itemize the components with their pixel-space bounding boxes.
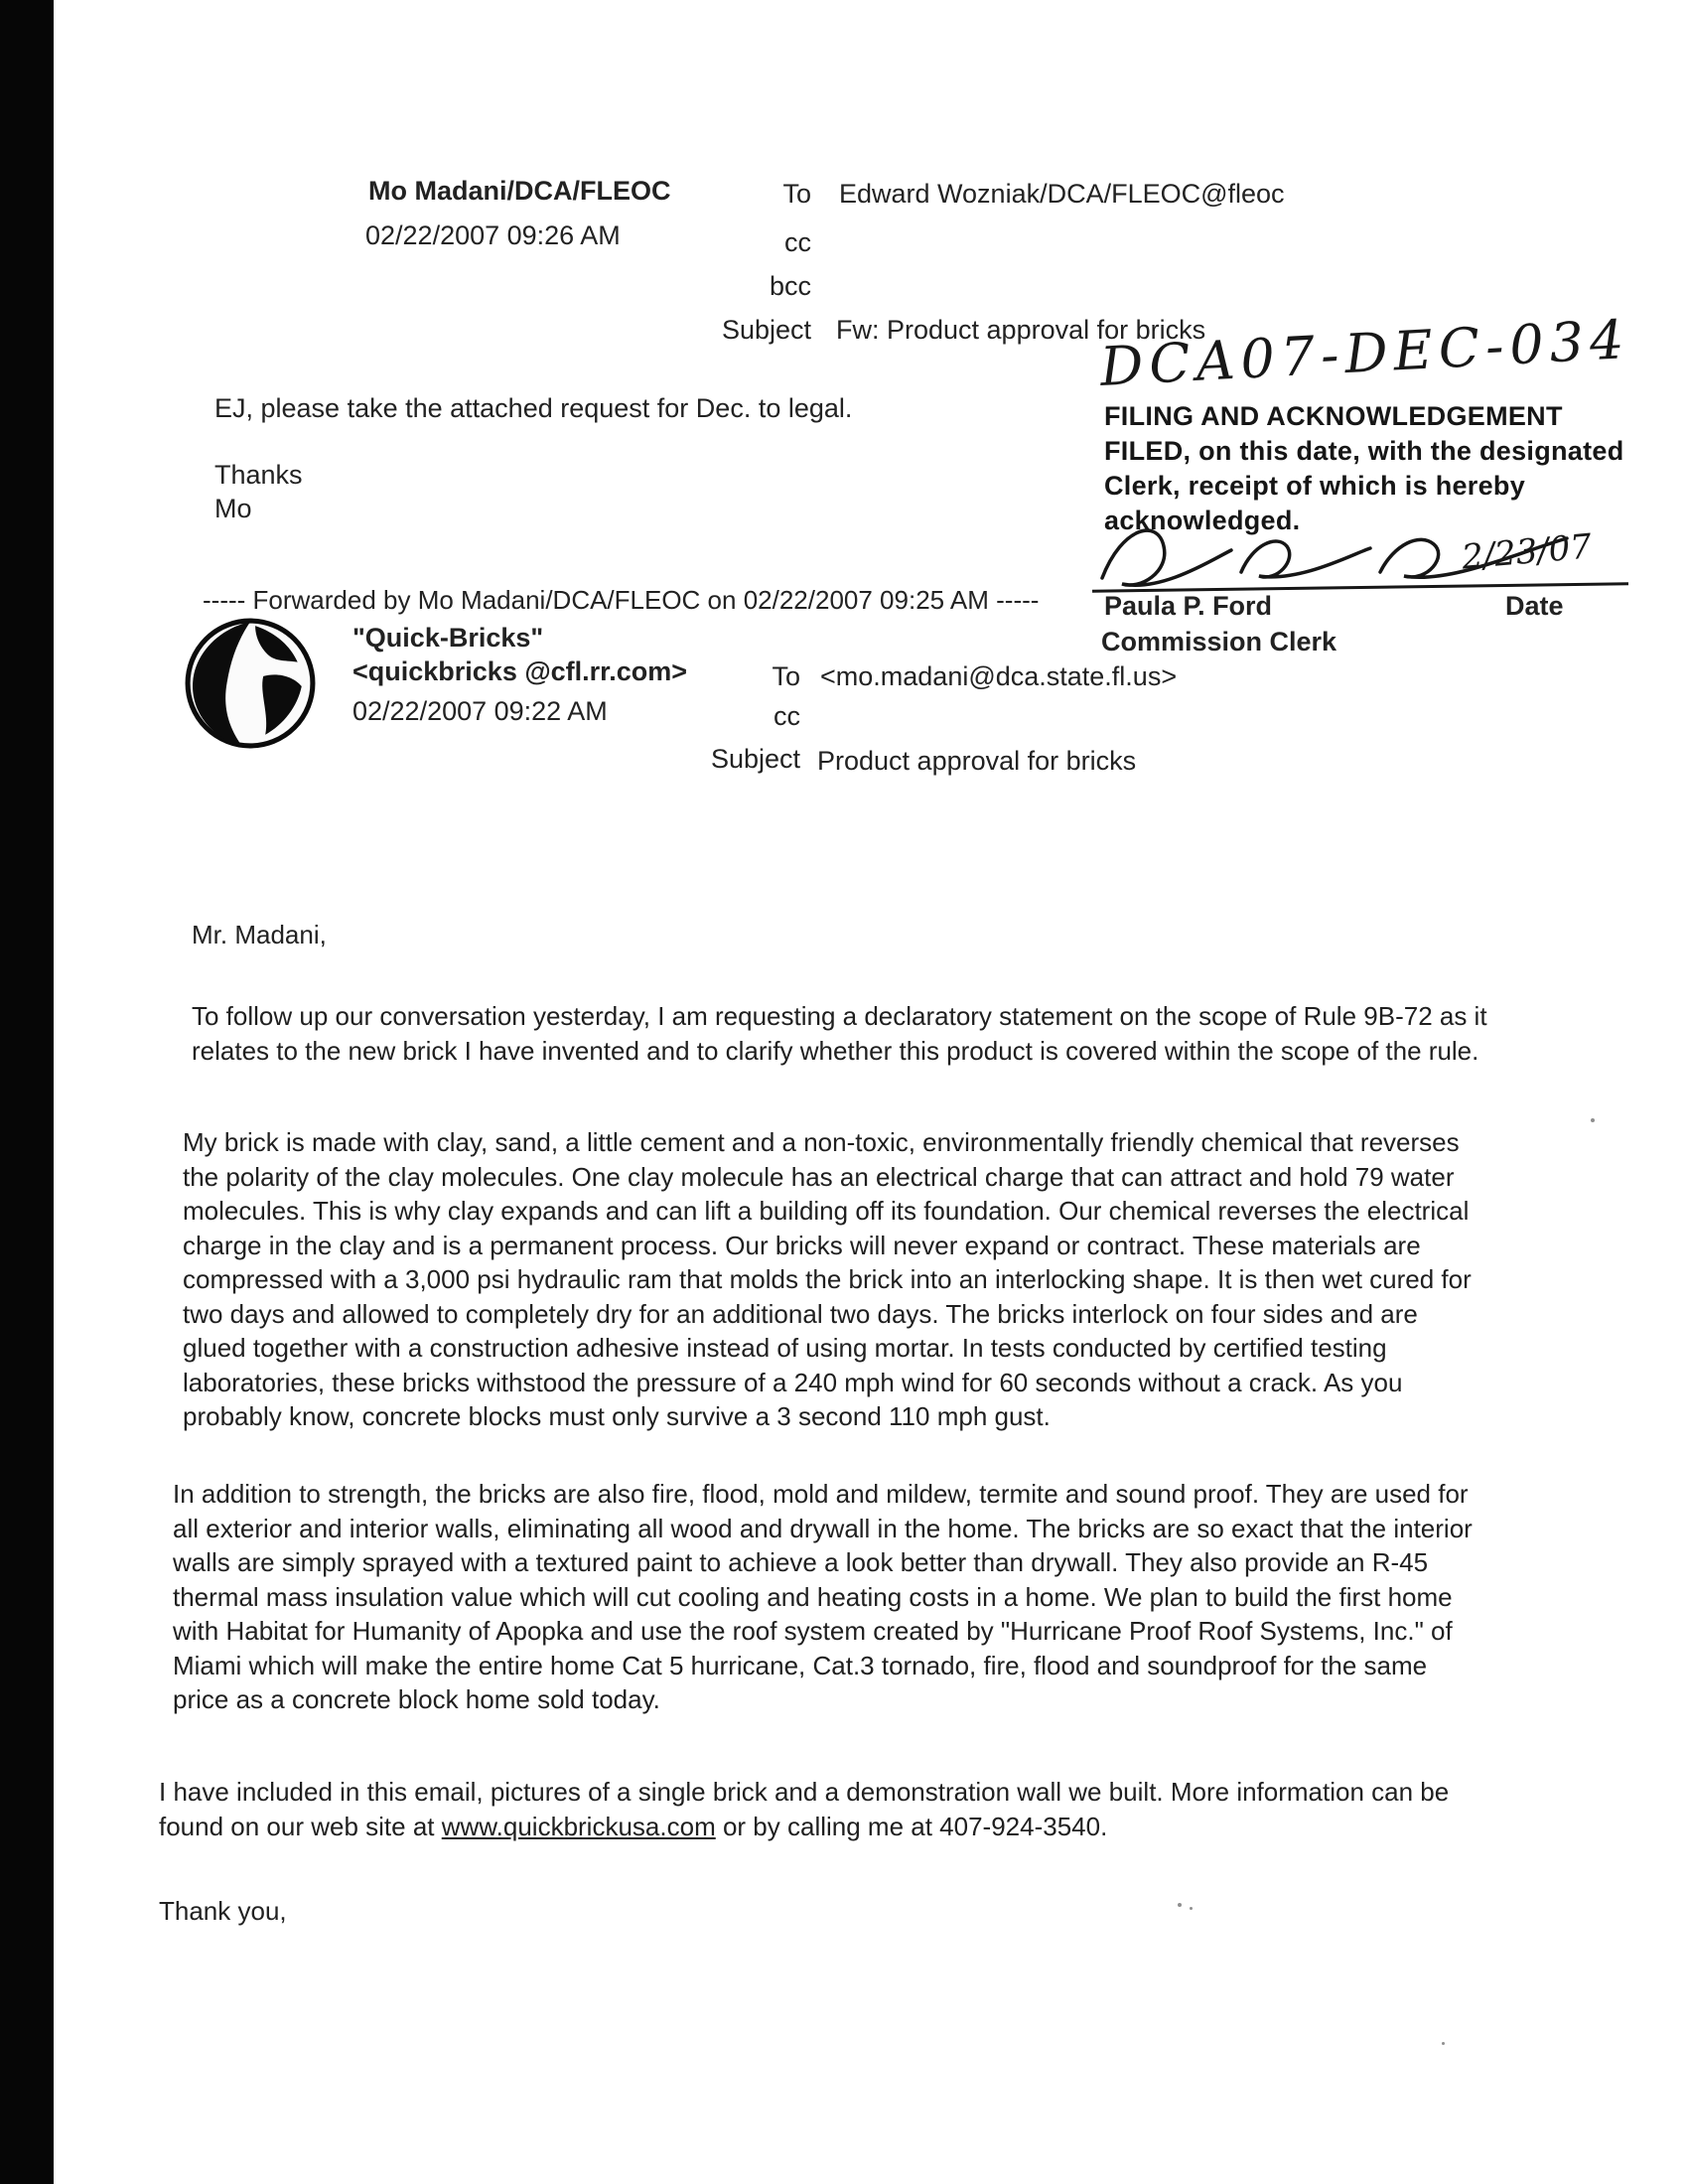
inner-subject-label: Subject xyxy=(710,744,800,774)
inner-subject-value: Product approval for bricks xyxy=(817,746,1137,776)
letter-paragraph-1: To follow up our conversation yesterday, I am requesting a declaratory statement on the scope of Rule 9B-72 as it relates to the new brick I have invented and to clarify whether this product is covered within the scope of the rule. xyxy=(192,1001,1487,1066)
outer-email-datetime: 02/22/2007 09:26 AM xyxy=(365,220,621,250)
stamp-date-label: Date xyxy=(1505,591,1564,621)
handwritten-case-number: DCA07-DEC-034 xyxy=(1098,308,1631,398)
stamp-signed-name: Paula P. Ford xyxy=(1104,591,1273,621)
letter-paragraph-4 xyxy=(159,1775,1462,1843)
paragraph-4-text-before: I have included in this email, pictures of a single brick and a demonstration wall we built. More information can be found on our web site at xyxy=(159,1777,1450,1841)
outer-subject-label: Subject xyxy=(721,315,811,345)
inner-cc-label: cc xyxy=(774,701,800,731)
inner-to-value: <mo.madani@dca.state.fl.us> xyxy=(820,661,1178,691)
outer-cc-label: cc xyxy=(784,227,811,257)
letter-closing: Thank you, xyxy=(159,1896,287,1926)
handwritten-date: 2/23/07 xyxy=(1460,526,1594,578)
stamp-line-1: FILING AND ACKNOWLEDGEMENT xyxy=(1104,401,1563,431)
stamp-line-2: FILED, on this date, with the designated xyxy=(1104,436,1624,466)
letter-salutation: Mr. Madani, xyxy=(192,920,327,949)
outer-to-label: To xyxy=(782,179,811,209)
letter-paragraph-2: My brick is made with clay, sand, a little cement and a non-toxic, environmentally friendly chemical that reverses the polarity of the clay molecules. One clay molecule has an electrical charge that can attract and hold 79 water molecules. This is why clay expands and can lift a building off its foundation. Our chemical reverses the electrical charge in the clay and is a permanent process. Our bricks will never expand or contract. These materials are compressed with a 3,000 psi hydraulic ram that molds the brick into an interlocking shape. It is then wet cured for two days and allowed to completely dry for an additional two days. The bricks interlock on four sides and are glued together with a construction adhesive instead of using mortar. In tests conducted by certified testing laboratories, these bricks withstood the pressure of a 240 mph wind for 60 seconds without a crack. As you probably know, concrete blocks must only survive a 3 second 110 mph gust. xyxy=(183,1127,1472,1431)
scan-edge-artifact xyxy=(0,0,54,2184)
paragraph-4-text-after: or by calling me at 407-924-3540. xyxy=(715,1811,1108,1841)
scan-speck xyxy=(1442,2042,1445,2045)
globe-earth-icon xyxy=(183,616,318,756)
scan-speck xyxy=(1178,1903,1182,1907)
inner-email-sender-name: "Quick-Bricks" xyxy=(352,623,544,653)
letter-paragraph-3: In addition to strength, the bricks are also fire, flood, mold and mildew, termite and sound proof. They are used for all exterior and interior walls, eliminating all wood and drywall in the home. The bricks are so exact that the interior walls are simply sprayed with a textured paint to achieve a look better than drywall. They also provide an R-45 thermal mass insulation value which will cut cooling and heating costs in a home. We plan to build the first home with Habitat for Humanity of Apopka and use the roof system created by "Hurricane Proof Roof Systems, Inc." of Miami which will make the entire home Cat 5 hurricane, Cat.3 tornado, fire, flood and soundproof for the same price as a concrete block home sold today. xyxy=(173,1479,1473,1714)
outer-subject-value: Fw: Product approval for bricks xyxy=(836,315,1206,345)
scan-speck xyxy=(1190,1907,1193,1910)
stamp-line-3: Clerk, receipt of which is hereby xyxy=(1104,471,1526,501)
note-signature: Mo xyxy=(214,494,252,523)
note-thanks: Thanks xyxy=(214,460,303,490)
scan-speck xyxy=(1591,1118,1595,1122)
stamp-signed-title: Commission Clerk xyxy=(1101,627,1337,656)
inner-email-datetime: 02/22/2007 09:22 AM xyxy=(352,696,608,726)
inner-email-sender-address: <quickbricks @cfl.rr.com> xyxy=(352,656,687,686)
outer-bcc-label: bcc xyxy=(769,271,811,301)
inner-to-label: To xyxy=(772,661,800,691)
outer-to-value: Edward Wozniak/DCA/FLEOC@fleoc xyxy=(839,179,1285,209)
stamp-line-4: acknowledged. xyxy=(1104,506,1301,535)
outer-email-sender: Mo Madani/DCA/FLEOC xyxy=(368,176,671,206)
forwarded-divider: ----- Forwarded by Mo Madani/DCA/FLEOC on 02/22/2007 09:25 AM ----- xyxy=(203,585,1040,615)
note-body: EJ, please take the attached request for Dec. to legal. xyxy=(214,393,853,423)
website-link[interactable]: www.quickbrickusa.com xyxy=(441,1811,716,1841)
